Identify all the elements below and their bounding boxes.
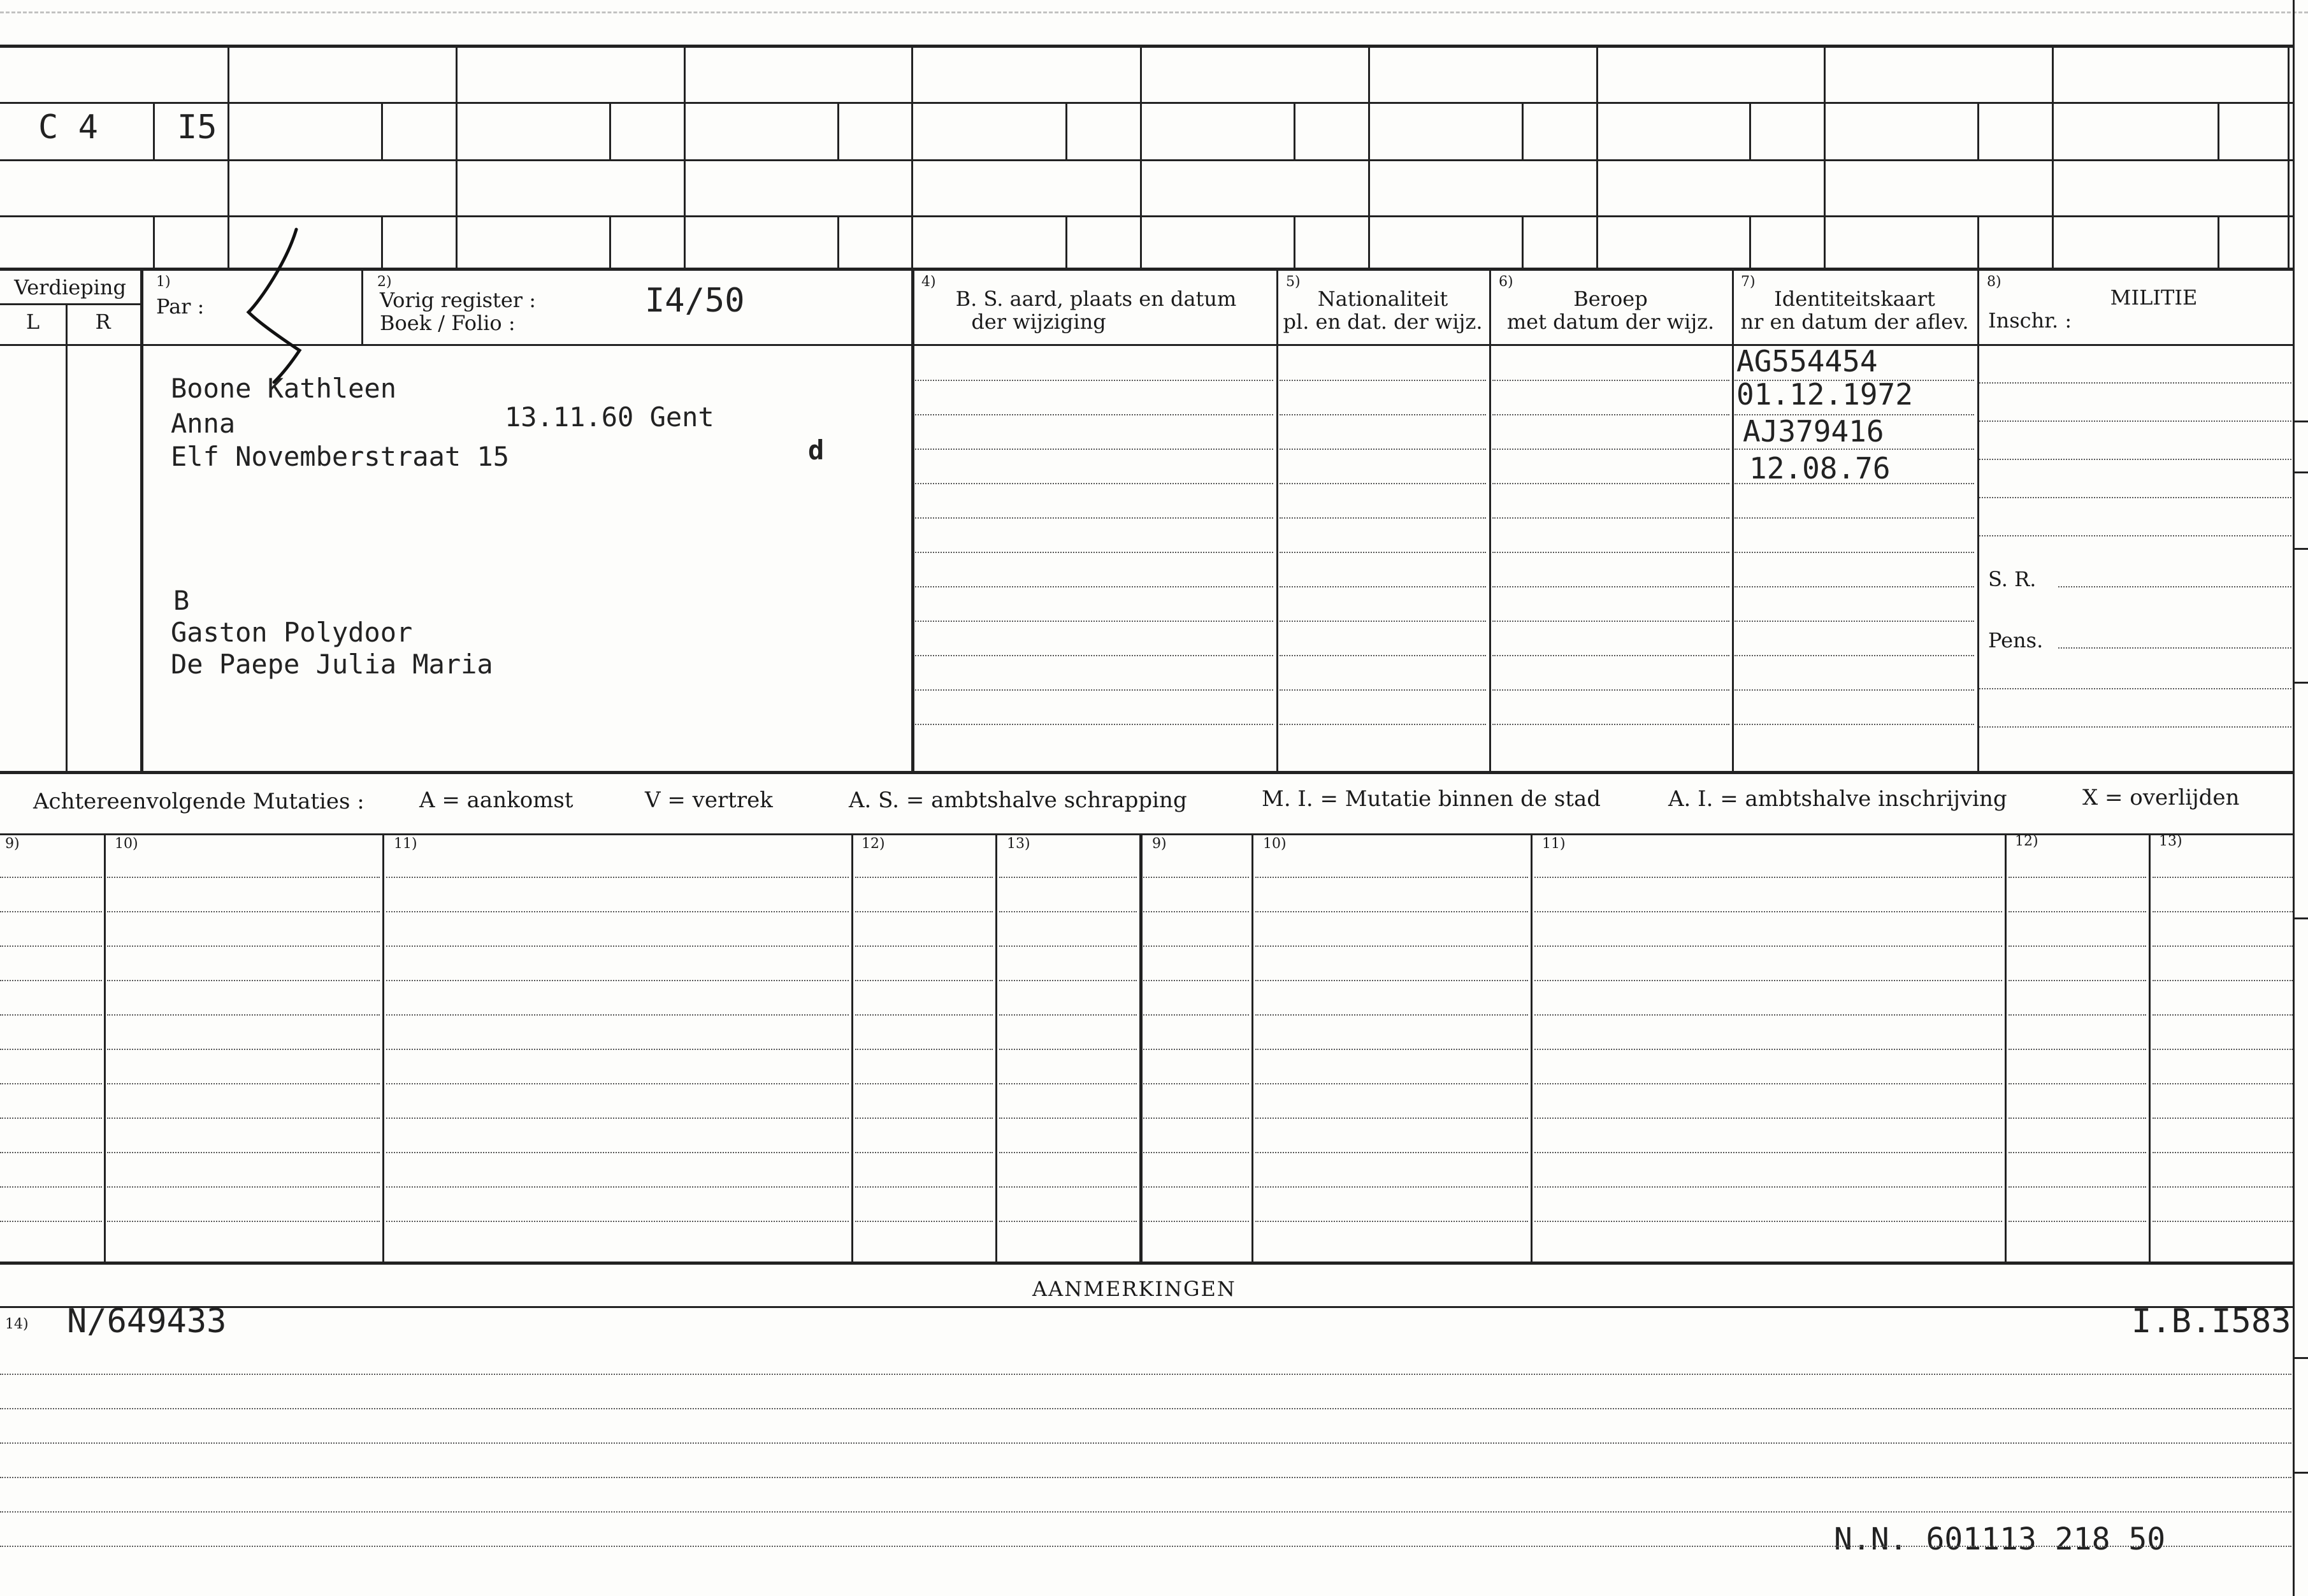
dotted-rule xyxy=(855,1221,993,1222)
dotted-rule xyxy=(1534,945,2002,947)
dotted-rule xyxy=(2153,1152,2293,1153)
person-second-name: Anna xyxy=(171,408,236,439)
dotted-rule xyxy=(0,945,102,947)
dotted-rule xyxy=(107,1049,380,1050)
dotted-rule xyxy=(999,1083,1137,1084)
top-grid-subline xyxy=(1294,102,1295,159)
col1-label: Par : xyxy=(156,294,205,319)
mutaties-col xyxy=(1251,833,1253,1262)
col4-label-line2: der wijziging xyxy=(971,310,1106,334)
dotted-rule xyxy=(1735,586,1974,587)
dotted-rule xyxy=(855,1049,993,1050)
person-section-bottom xyxy=(0,771,2294,774)
mut-col11: 11) xyxy=(394,836,417,852)
dotted-rule xyxy=(1534,1186,2002,1188)
dotted-rule xyxy=(1492,449,1729,450)
dotted-rule xyxy=(2153,1186,2293,1188)
dotted-rule xyxy=(2009,1083,2146,1084)
mut-col13: 13) xyxy=(1007,836,1030,852)
top-grid-vline xyxy=(2052,45,2054,269)
militie-dotline xyxy=(1979,688,2294,689)
col4-number: 4) xyxy=(921,274,936,290)
dotted-rule xyxy=(0,1118,102,1119)
dotted-rule xyxy=(2009,980,2146,981)
block-number: I5 xyxy=(177,108,217,147)
vorig-register-value: I4/50 xyxy=(645,282,745,320)
top-grid-vline xyxy=(1824,45,1826,269)
col-divider xyxy=(911,269,914,771)
col5-label-line2: pl. en dat. der wijz. xyxy=(1283,310,1483,334)
top-grid-subline xyxy=(1522,102,1524,159)
col6-number: 6) xyxy=(1499,274,1513,290)
dotted-rule xyxy=(0,1374,2291,1375)
margin-tick xyxy=(2293,421,2308,422)
dotted-rule xyxy=(1143,1152,1249,1153)
father-name: Gaston Polydoor xyxy=(171,617,413,648)
top-grid-subline xyxy=(1977,102,1979,159)
dotted-rule xyxy=(2153,877,2293,878)
mut-col10: 10) xyxy=(115,836,138,852)
dotted-rule xyxy=(1534,1083,2002,1084)
top-grid-subline xyxy=(2218,215,2219,269)
militie-pens: Pens. xyxy=(1988,628,2044,652)
margin-tick xyxy=(2293,1472,2308,1474)
mutaties-top-line xyxy=(0,833,2294,835)
dotted-rule xyxy=(855,911,993,912)
handwritten-slash-mark xyxy=(236,223,325,389)
person-mark: d xyxy=(808,435,825,466)
margin-tick xyxy=(2293,682,2308,684)
legend-inschrijving: A. I. = ambtshalve inschrijving xyxy=(1668,786,2007,812)
dotted-rule xyxy=(855,1083,993,1084)
top-grid-line xyxy=(0,102,2294,104)
col1-number: 1) xyxy=(156,274,171,290)
block-code: C 4 xyxy=(38,108,98,147)
legend-vertrek: V = vertrek xyxy=(645,787,773,813)
id-card-date-1: 01.12.1972 xyxy=(1736,377,1913,412)
dotted-rule xyxy=(0,1186,102,1188)
dotted-rule xyxy=(1143,1186,1249,1188)
dotted-rule xyxy=(2153,911,2293,912)
dotted-rule xyxy=(999,1014,1137,1016)
dotted-rule xyxy=(0,1477,2291,1478)
top-grid-subline xyxy=(1749,102,1751,159)
dotted-rule xyxy=(1735,724,1974,725)
dotted-rule xyxy=(2009,877,2146,878)
mother-name: De Paepe Julia Maria xyxy=(171,649,493,680)
dotted-rule xyxy=(386,1083,849,1084)
top-grid-subline xyxy=(381,215,383,269)
dotted-rule xyxy=(999,1118,1137,1119)
dotted-rule xyxy=(1735,552,1974,553)
dotted-rule xyxy=(1143,945,1249,947)
dotted-rule xyxy=(999,1152,1137,1153)
col-divider xyxy=(140,269,143,771)
dotted-rule xyxy=(107,1152,380,1153)
top-grid-subline xyxy=(1522,215,1524,269)
aanmerkingen-ref: I.B.I583 xyxy=(2131,1302,2291,1341)
top-grid-subline xyxy=(1977,215,1979,269)
dotted-rule xyxy=(2153,1083,2293,1084)
dotted-rule xyxy=(1280,483,1486,484)
dotted-rule xyxy=(1143,1083,1249,1084)
top-grid-vline xyxy=(1368,45,1370,269)
dotted-rule xyxy=(915,517,1273,519)
dotted-rule xyxy=(915,483,1273,484)
dotted-rule xyxy=(1255,1014,1528,1016)
legend-schrapping: A. S. = ambtshalve schrapping xyxy=(849,787,1187,813)
top-grid-vline xyxy=(1596,45,1598,269)
dotted-rule xyxy=(1492,655,1729,656)
mutaties-col xyxy=(382,833,384,1262)
legend-aankomst: A = aankomst xyxy=(419,787,573,813)
top-grid-subline xyxy=(1294,215,1295,269)
dotted-rule xyxy=(1280,724,1486,725)
person-letter: B xyxy=(173,585,190,616)
dotted-rule xyxy=(1492,586,1729,587)
dotted-rule xyxy=(0,1408,2291,1409)
dotted-rule xyxy=(0,877,102,878)
mutaties-bottom-line xyxy=(0,1262,2294,1265)
dotted-rule xyxy=(386,1118,849,1119)
militie-dotline xyxy=(1979,421,2294,422)
dotted-rule xyxy=(0,1049,102,1050)
dotted-rule xyxy=(1143,1014,1249,1016)
dotted-rule xyxy=(107,980,380,981)
dotted-rule xyxy=(1534,1152,2002,1153)
dotted-rule xyxy=(1735,689,1974,691)
dotted-rule xyxy=(999,980,1137,981)
top-grid-line xyxy=(0,45,2294,48)
dotted-rule xyxy=(1143,1049,1249,1050)
dotted-rule xyxy=(1280,689,1486,691)
margin-tick xyxy=(2293,1357,2308,1359)
mutaties-col xyxy=(851,833,853,1262)
dotted-rule xyxy=(107,1118,380,1119)
dotted-rule xyxy=(2153,1014,2293,1016)
dotted-rule xyxy=(1255,980,1528,981)
militie-inschr: Inschr. : xyxy=(1988,308,2072,333)
dotted-rule xyxy=(999,1186,1137,1188)
dotted-rule xyxy=(1280,414,1486,415)
col7-label-line1: Identiteitskaart xyxy=(1774,287,1935,311)
dotted-rule xyxy=(1255,1152,1528,1153)
id-card-date-2: 12.08.76 xyxy=(1749,451,1891,485)
dotted-rule xyxy=(1735,655,1974,656)
id-card-number-2: AJ379416 xyxy=(1743,414,1884,449)
mutaties-label: Achtereenvolgende Mutaties : xyxy=(33,789,364,814)
dotted-rule xyxy=(386,877,849,878)
dotted-rule xyxy=(915,724,1273,725)
top-grid-line xyxy=(0,268,2294,271)
dotted-rule xyxy=(1255,945,1528,947)
col5-number: 5) xyxy=(1286,274,1301,290)
col6-label-line1: Beroep xyxy=(1573,287,1648,311)
top-grid-subline xyxy=(837,215,839,269)
dotted-rule xyxy=(1255,1221,1528,1222)
dotted-rule xyxy=(855,877,993,878)
dotted-rule xyxy=(855,980,993,981)
dotted-rule xyxy=(2009,945,2146,947)
legend-mutatie: M. I. = Mutatie binnen de stad xyxy=(1262,786,1601,812)
dotted-rule xyxy=(1143,1118,1249,1119)
dotted-rule xyxy=(1143,877,1249,878)
dotted-rule xyxy=(915,655,1273,656)
dotted-rule xyxy=(1534,1118,2002,1119)
person-name: Boone Kathleen xyxy=(171,373,397,404)
mut-col9: 9) xyxy=(5,836,20,852)
militie-dotline xyxy=(2058,586,2294,587)
top-grid-subline xyxy=(837,102,839,159)
top-grid-subline xyxy=(153,102,155,159)
top-grid-subline xyxy=(2218,102,2219,159)
col7-number: 7) xyxy=(1741,274,1756,290)
dotted-rule xyxy=(1280,449,1486,450)
dotted-rule xyxy=(1280,621,1486,622)
militie-sr: S. R. xyxy=(1988,567,2037,591)
dotted-rule xyxy=(1280,586,1486,587)
top-grid-vline xyxy=(684,45,686,269)
dotted-rule xyxy=(999,911,1137,912)
dotted-rule xyxy=(1735,449,1974,450)
col4-label-line1: B. S. aard, plaats en datum xyxy=(955,287,1237,311)
dotted-rule xyxy=(386,945,849,947)
dotted-rule xyxy=(107,911,380,912)
dotted-rule xyxy=(1143,980,1249,981)
verdieping-label: Verdieping xyxy=(14,275,126,299)
dotted-rule xyxy=(1492,483,1729,484)
dotted-rule xyxy=(1735,517,1974,519)
militie-title: MILITIE xyxy=(2110,285,2198,310)
dotted-rule xyxy=(855,945,993,947)
dotted-rule xyxy=(1492,724,1729,725)
dotted-rule xyxy=(2153,980,2293,981)
dotted-rule xyxy=(0,1152,102,1153)
dotted-rule xyxy=(999,945,1137,947)
dotted-rule xyxy=(2009,1049,2146,1050)
dotted-rule xyxy=(1280,655,1486,656)
dotted-rule xyxy=(0,1442,2291,1444)
aanmerkingen-title: AANMERKINGEN xyxy=(1032,1277,1236,1301)
top-grid-line xyxy=(0,215,2294,217)
dotted-rule xyxy=(386,1186,849,1188)
dotted-rule xyxy=(855,1186,993,1188)
dotted-rule xyxy=(2153,1118,2293,1119)
dotted-rule xyxy=(915,552,1273,553)
mut-col11-right: 11) xyxy=(1542,836,1566,852)
dotted-rule xyxy=(1255,1118,1528,1119)
aanmerkingen-number: 14) xyxy=(5,1316,29,1332)
dotted-rule xyxy=(1534,877,2002,878)
aanmerkingen-line xyxy=(0,1306,2294,1308)
top-grid-subline xyxy=(1065,102,1067,159)
dotted-rule xyxy=(1255,877,1528,878)
mutaties-col xyxy=(2149,833,2151,1262)
dotted-rule xyxy=(855,1118,993,1119)
dotted-rule xyxy=(0,1511,2291,1513)
top-grid-subline xyxy=(1065,215,1067,269)
dotted-rule xyxy=(1255,1049,1528,1050)
dotted-rule xyxy=(2009,1152,2146,1153)
militie-dotline xyxy=(1979,535,2294,536)
mut-col9-right: 9) xyxy=(1152,836,1167,852)
dotted-rule xyxy=(1255,911,1528,912)
dotted-rule xyxy=(1534,980,2002,981)
mut-col12: 12) xyxy=(862,836,885,852)
aanmerkingen-value: N/649433 xyxy=(67,1302,227,1341)
scan-edge xyxy=(0,11,2308,13)
mutaties-col xyxy=(104,833,106,1262)
dotted-rule xyxy=(386,980,849,981)
militie-dotline xyxy=(1979,497,2294,498)
militie-dotline xyxy=(1979,459,2294,460)
national-number: N.N. 601113 218 50 xyxy=(1834,1521,2166,1557)
col-divider xyxy=(66,303,68,771)
top-grid-line xyxy=(0,159,2294,161)
dotted-rule xyxy=(915,380,1273,381)
dotted-rule xyxy=(855,1014,993,1016)
dotted-rule xyxy=(386,1221,849,1222)
dotted-rule xyxy=(386,911,849,912)
col2-number: 2) xyxy=(377,274,392,290)
dotted-rule xyxy=(2009,1014,2146,1016)
margin-edge xyxy=(2293,0,2295,1596)
militie-dotline xyxy=(1979,726,2294,728)
militie-dotline xyxy=(1979,382,2294,384)
dotted-rule xyxy=(1255,1083,1528,1084)
top-grid-subline xyxy=(609,215,611,269)
legend-overlijden: X = overlijden xyxy=(2082,785,2240,810)
dotted-rule xyxy=(915,621,1273,622)
col-divider xyxy=(1276,269,1278,771)
dotted-rule xyxy=(2153,1049,2293,1050)
col8-number: 8) xyxy=(1987,274,2001,290)
dotted-rule xyxy=(2153,1221,2293,1222)
dotted-rule xyxy=(999,1221,1137,1222)
col-divider xyxy=(1489,269,1491,771)
dotted-rule xyxy=(1534,1014,2002,1016)
dotted-rule xyxy=(1534,1221,2002,1222)
dotted-rule xyxy=(0,980,102,981)
dotted-rule xyxy=(1143,911,1249,912)
dotted-rule xyxy=(1492,621,1729,622)
dotted-rule xyxy=(1492,552,1729,553)
col-divider xyxy=(1977,269,1979,771)
verdieping-right: R xyxy=(95,310,111,334)
col7-label-line2: nr en datum der aflev. xyxy=(1740,310,1969,334)
militie-dotline xyxy=(2058,647,2294,649)
col6-label-line2: met datum der wijz. xyxy=(1506,310,1715,334)
dotted-rule xyxy=(107,945,380,947)
margin-tick xyxy=(2293,917,2308,919)
dotted-rule xyxy=(0,911,102,912)
dotted-rule xyxy=(999,877,1137,878)
dotted-rule xyxy=(1534,911,2002,912)
dotted-rule xyxy=(1280,552,1486,553)
dotted-rule xyxy=(1280,380,1486,381)
top-grid-vline xyxy=(227,45,229,269)
dotted-rule xyxy=(107,877,380,878)
dotted-rule xyxy=(386,1049,849,1050)
top-grid-vline xyxy=(2288,45,2290,269)
mut-col10-right: 10) xyxy=(1263,836,1287,852)
top-grid-subline xyxy=(153,215,155,269)
top-grid-vline xyxy=(1140,45,1142,269)
id-card-number-1: AG554454 xyxy=(1736,344,1878,378)
dotted-rule xyxy=(107,1083,380,1084)
dotted-rule xyxy=(1735,621,1974,622)
mutaties-col xyxy=(1139,833,1143,1262)
person-address: Elf Novemberstraat 15 xyxy=(171,441,510,472)
mut-col13-right: 13) xyxy=(2159,833,2182,849)
dotted-rule xyxy=(1255,1186,1528,1188)
dotted-rule xyxy=(1534,1049,2002,1050)
margin-tick xyxy=(2293,471,2308,473)
dotted-rule xyxy=(1492,414,1729,415)
top-grid-subline xyxy=(381,102,383,159)
dotted-rule xyxy=(386,1014,849,1016)
dotted-rule xyxy=(0,1083,102,1084)
dotted-rule xyxy=(2009,1186,2146,1188)
margin-tick xyxy=(2293,548,2308,550)
dotted-rule xyxy=(915,586,1273,587)
top-grid-vline xyxy=(456,45,458,269)
mutaties-col xyxy=(995,833,997,1262)
col2-label-folio: Boek / Folio : xyxy=(380,311,516,335)
col-divider xyxy=(1732,269,1734,771)
dotted-rule xyxy=(1143,1221,1249,1222)
dotted-rule xyxy=(386,1152,849,1153)
mutaties-col xyxy=(2005,833,2007,1262)
dotted-rule xyxy=(915,414,1273,415)
dotted-rule xyxy=(107,1186,380,1188)
mutaties-col xyxy=(1531,833,1533,1262)
mut-col12-right: 12) xyxy=(2015,833,2038,849)
dotted-rule xyxy=(2009,1118,2146,1119)
dotted-rule xyxy=(107,1014,380,1016)
col-divider xyxy=(361,269,363,345)
top-grid-subline xyxy=(609,102,611,159)
dotted-rule xyxy=(915,449,1273,450)
dotted-rule xyxy=(1492,517,1729,519)
verdieping-mid-line xyxy=(0,303,141,305)
top-grid-vline xyxy=(911,45,913,269)
dotted-rule xyxy=(107,1221,380,1222)
dotted-rule xyxy=(1492,380,1729,381)
dotted-rule xyxy=(1492,689,1729,691)
verdieping-left: L xyxy=(25,310,40,334)
header-bottom-line xyxy=(0,344,2294,346)
col2-label-register: Vorig register : xyxy=(380,288,537,312)
dotted-rule xyxy=(855,1152,993,1153)
dotted-rule xyxy=(0,1014,102,1016)
top-grid-subline xyxy=(1749,215,1751,269)
dotted-rule xyxy=(915,689,1273,691)
dotted-rule xyxy=(0,1221,102,1222)
dotted-rule xyxy=(1280,517,1486,519)
col5-label-line1: Nationaliteit xyxy=(1317,287,1448,311)
dotted-rule xyxy=(0,1546,2291,1547)
dotted-rule xyxy=(2153,945,2293,947)
dotted-rule xyxy=(999,1049,1137,1050)
person-birth: 13.11.60 Gent xyxy=(505,401,714,433)
dotted-rule xyxy=(2009,1221,2146,1222)
dotted-rule xyxy=(2009,911,2146,912)
